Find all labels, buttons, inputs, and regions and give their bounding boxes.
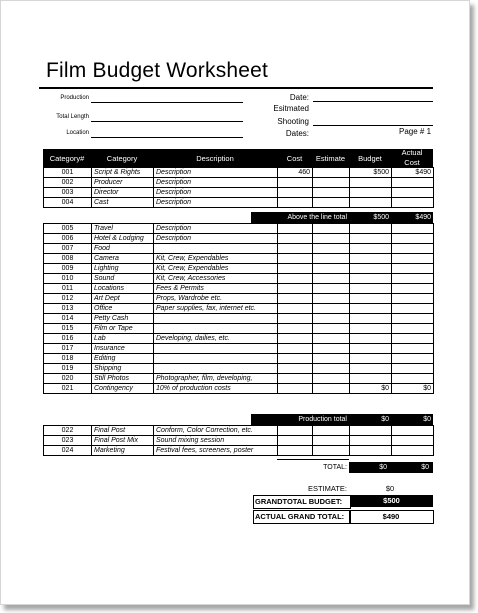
location-label: Location bbox=[66, 130, 89, 136]
category-number[interactable]: 013 bbox=[44, 304, 92, 314]
budget-cell[interactable] bbox=[350, 426, 392, 436]
budget-cell[interactable]: $500 bbox=[350, 168, 392, 178]
budget-cell[interactable] bbox=[350, 446, 392, 456]
estimate-cell[interactable] bbox=[313, 304, 350, 314]
actual-cell[interactable] bbox=[392, 344, 434, 354]
budget-cell[interactable] bbox=[350, 244, 392, 254]
description[interactable]: Kit, Crew, Accessories bbox=[154, 274, 278, 284]
description[interactable]: 10% of production costs bbox=[154, 384, 278, 394]
budget-cell[interactable] bbox=[350, 254, 392, 264]
category-number[interactable]: 009 bbox=[44, 264, 92, 274]
category-name[interactable]: Travel bbox=[92, 224, 154, 234]
table-row bbox=[44, 364, 434, 374]
estimate-cell[interactable] bbox=[313, 446, 350, 456]
category-number[interactable]: 015 bbox=[44, 324, 92, 334]
category-number[interactable]: 022 bbox=[44, 426, 92, 436]
category-name[interactable]: Art Dept bbox=[92, 294, 154, 304]
category-number[interactable]: 016 bbox=[44, 334, 92, 344]
cost-cell[interactable] bbox=[278, 234, 313, 244]
total-actual: $0 bbox=[421, 464, 429, 471]
category-number[interactable]: 024 bbox=[44, 446, 92, 456]
budget-cell[interactable] bbox=[350, 314, 392, 324]
cost-cell[interactable] bbox=[278, 314, 313, 324]
production-total-budget: $0 bbox=[381, 416, 389, 423]
budget-cell[interactable] bbox=[350, 294, 392, 304]
col-category: Category bbox=[106, 154, 138, 163]
estimate-cell[interactable] bbox=[313, 168, 350, 178]
category-name[interactable]: Director bbox=[92, 188, 154, 198]
category-number[interactable]: 021 bbox=[44, 384, 92, 394]
category-number[interactable]: 020 bbox=[44, 374, 92, 384]
category-name[interactable]: Locations bbox=[92, 284, 154, 294]
actual-cell[interactable] bbox=[392, 446, 434, 456]
total-rule bbox=[277, 459, 349, 460]
estimate-cell[interactable] bbox=[313, 334, 350, 344]
col-cost: Cost bbox=[286, 154, 303, 163]
estimate-value: $0 bbox=[385, 484, 395, 493]
category-name[interactable]: Cast bbox=[92, 198, 154, 208]
production-label: Production bbox=[60, 95, 89, 101]
category-number[interactable]: 005 bbox=[44, 224, 92, 234]
actual-cell[interactable] bbox=[392, 364, 434, 374]
actual-cell[interactable] bbox=[392, 304, 434, 314]
description[interactable]: Description bbox=[154, 234, 278, 244]
title-rule bbox=[39, 87, 433, 89]
budget-table-post bbox=[43, 425, 434, 456]
table-row bbox=[44, 188, 434, 198]
category-number[interactable]: 019 bbox=[44, 364, 92, 374]
budget-cell[interactable] bbox=[350, 234, 392, 244]
total-length-field[interactable] bbox=[91, 121, 243, 122]
table-row bbox=[44, 294, 434, 304]
category-name[interactable]: Final Post bbox=[92, 426, 154, 436]
table-row bbox=[44, 314, 434, 324]
category-number[interactable]: 012 bbox=[44, 294, 92, 304]
table-row bbox=[44, 234, 434, 244]
col-estimate: Estimate bbox=[315, 154, 346, 163]
cost-cell[interactable] bbox=[278, 198, 313, 208]
budget-cell[interactable] bbox=[350, 198, 392, 208]
budget-cell[interactable] bbox=[350, 436, 392, 446]
category-name[interactable]: Office bbox=[92, 304, 154, 314]
actual-cell[interactable]: $0 bbox=[392, 384, 434, 394]
estimate-cell[interactable] bbox=[313, 374, 350, 384]
estimate-cell[interactable] bbox=[313, 234, 350, 244]
shooting-dates-field[interactable] bbox=[313, 125, 433, 126]
cost-cell[interactable] bbox=[278, 374, 313, 384]
category-number[interactable]: 003 bbox=[44, 188, 92, 198]
table-row bbox=[44, 244, 434, 254]
total-budget: $0 bbox=[379, 464, 387, 471]
estimated-label: Esitmated bbox=[273, 104, 309, 113]
cost-cell[interactable] bbox=[278, 344, 313, 354]
table-row bbox=[44, 384, 434, 394]
table-row bbox=[44, 344, 434, 354]
total-label: TOTAL: bbox=[323, 464, 347, 471]
category-name[interactable]: Camera bbox=[92, 254, 154, 264]
actual-cell[interactable] bbox=[392, 234, 434, 244]
cost-cell[interactable] bbox=[278, 426, 313, 436]
description[interactable]: Description bbox=[154, 188, 278, 198]
budget-table-above-line bbox=[43, 167, 434, 208]
table-row bbox=[44, 254, 434, 264]
category-name[interactable]: Still Photos bbox=[92, 374, 154, 384]
category-number[interactable]: 011 bbox=[44, 284, 92, 294]
category-name[interactable]: Editing bbox=[92, 354, 154, 364]
actual-cell[interactable] bbox=[392, 314, 434, 324]
category-name[interactable]: Sound bbox=[92, 274, 154, 284]
above-line-total-label: Above the line total bbox=[287, 214, 347, 221]
cost-cell[interactable] bbox=[278, 224, 313, 234]
description[interactable]: Description bbox=[154, 198, 278, 208]
table-row bbox=[44, 334, 434, 344]
budget-cell[interactable]: $0 bbox=[350, 384, 392, 394]
cost-cell[interactable] bbox=[278, 334, 313, 344]
actual-grand-label: ACTUAL GRAND TOTAL: bbox=[255, 512, 345, 521]
page-title: Film Budget Worksheet bbox=[46, 59, 269, 82]
estimate-cell[interactable] bbox=[313, 344, 350, 354]
estimate-cell[interactable] bbox=[313, 364, 350, 374]
category-number[interactable]: 014 bbox=[44, 314, 92, 324]
estimate-cell[interactable] bbox=[313, 198, 350, 208]
estimate-cell[interactable] bbox=[313, 384, 350, 394]
description[interactable]: Conform, Color Correction, etc. bbox=[154, 426, 278, 436]
estimate-cell[interactable] bbox=[313, 426, 350, 436]
category-name[interactable]: Petty Cash bbox=[92, 314, 154, 324]
description[interactable]: Props, Wardrobe etc. bbox=[154, 294, 278, 304]
actual-cell[interactable] bbox=[392, 254, 434, 264]
actual-cell[interactable]: $490 bbox=[392, 168, 434, 178]
budget-cell[interactable] bbox=[350, 374, 392, 384]
budget-cell[interactable] bbox=[350, 264, 392, 274]
budget-cell[interactable] bbox=[350, 304, 392, 314]
estimate-cell[interactable] bbox=[313, 436, 350, 446]
actual-cell[interactable] bbox=[392, 436, 434, 446]
description[interactable]: Kit, Crew, Expendables bbox=[154, 264, 278, 274]
category-name[interactable]: Marketing bbox=[92, 446, 154, 456]
table-row bbox=[44, 224, 434, 234]
description[interactable]: Festival fees, screeners, poster bbox=[154, 446, 278, 456]
budget-cell[interactable] bbox=[350, 284, 392, 294]
table-row bbox=[44, 426, 434, 436]
table-row bbox=[44, 324, 434, 334]
table-row bbox=[44, 264, 434, 274]
category-name[interactable]: Lab bbox=[92, 334, 154, 344]
production-total-actual: $0 bbox=[423, 416, 431, 423]
production-field[interactable] bbox=[91, 102, 243, 103]
budget-table-production bbox=[43, 223, 434, 394]
estimate-cell[interactable] bbox=[313, 224, 350, 234]
budget-cell[interactable] bbox=[350, 354, 392, 364]
description[interactable]: Description bbox=[154, 224, 278, 234]
category-number[interactable]: 001 bbox=[44, 168, 92, 178]
cost-cell[interactable] bbox=[278, 354, 313, 364]
actual-cell[interactable] bbox=[392, 274, 434, 284]
production-total-label: Production total bbox=[298, 416, 347, 423]
table-row bbox=[44, 446, 434, 456]
description[interactable]: Paper supplies, fax, internet etc. bbox=[154, 304, 278, 314]
estimate-cell[interactable] bbox=[313, 178, 350, 188]
estimate-cell[interactable] bbox=[313, 254, 350, 264]
table-row bbox=[44, 436, 434, 446]
estimate-label: ESTIMATE: bbox=[307, 484, 347, 493]
estimate-cell[interactable] bbox=[313, 188, 350, 198]
estimate-cell[interactable] bbox=[313, 244, 350, 254]
cost-cell[interactable] bbox=[278, 264, 313, 274]
dates-label: Dates: bbox=[285, 129, 309, 138]
actual-grand-value: $490 bbox=[382, 512, 400, 521]
col-description: Description bbox=[196, 154, 234, 163]
description[interactable] bbox=[154, 244, 278, 254]
cost-cell[interactable]: 460 bbox=[278, 168, 313, 178]
category-name[interactable]: Script & Rights bbox=[92, 168, 154, 178]
col-category-number: Category# bbox=[49, 154, 85, 163]
table-row bbox=[44, 198, 434, 208]
category-number[interactable]: 010 bbox=[44, 274, 92, 284]
actual-cell[interactable] bbox=[392, 264, 434, 274]
category-number[interactable]: 006 bbox=[44, 234, 92, 244]
budget-cell[interactable] bbox=[350, 324, 392, 334]
description[interactable]: Developing, dailies, etc. bbox=[154, 334, 278, 344]
actual-cell[interactable] bbox=[392, 178, 434, 188]
table-row bbox=[44, 284, 434, 294]
date-field[interactable] bbox=[313, 101, 433, 102]
description[interactable] bbox=[154, 344, 278, 354]
actual-cell[interactable] bbox=[392, 374, 434, 384]
table-row bbox=[44, 168, 434, 178]
col-actual-cost: Actual Cost bbox=[401, 148, 423, 167]
actual-cell[interactable] bbox=[392, 426, 434, 436]
date-label: Date: bbox=[289, 93, 309, 102]
budget-cell[interactable] bbox=[350, 224, 392, 234]
description[interactable]: Photographer, film, developing, bbox=[154, 374, 278, 384]
estimate-cell[interactable] bbox=[313, 274, 350, 284]
table-row bbox=[44, 178, 434, 188]
cost-cell[interactable] bbox=[278, 254, 313, 264]
estimate-cell[interactable] bbox=[313, 324, 350, 334]
actual-cell[interactable] bbox=[392, 294, 434, 304]
cost-cell[interactable] bbox=[278, 178, 313, 188]
category-name[interactable]: Producer bbox=[92, 178, 154, 188]
description[interactable]: Fees & Permits bbox=[154, 284, 278, 294]
actual-cell[interactable] bbox=[392, 284, 434, 294]
estimate-cell[interactable] bbox=[313, 264, 350, 274]
category-number[interactable]: 023 bbox=[44, 436, 92, 446]
category-name[interactable]: Hotel & Lodging bbox=[92, 234, 154, 244]
estimate-cell[interactable] bbox=[313, 294, 350, 304]
cost-cell[interactable] bbox=[278, 274, 313, 284]
description[interactable]: Description bbox=[154, 168, 278, 178]
category-name[interactable]: Film or Tape bbox=[92, 324, 154, 334]
category-name[interactable]: Contingency bbox=[92, 384, 154, 394]
description[interactable] bbox=[154, 364, 278, 374]
table-row bbox=[44, 374, 434, 384]
location-field[interactable] bbox=[91, 137, 243, 138]
cost-cell[interactable] bbox=[278, 304, 313, 314]
cost-cell[interactable] bbox=[278, 446, 313, 456]
category-number[interactable]: 007 bbox=[44, 244, 92, 254]
above-line-total-budget: $500 bbox=[373, 214, 389, 221]
total-length-label: Total Length bbox=[56, 114, 89, 120]
actual-cell[interactable] bbox=[392, 198, 434, 208]
description[interactable]: Sound mixing session bbox=[154, 436, 278, 446]
shooting-label: Shooting bbox=[277, 117, 309, 126]
category-name[interactable]: Shipping bbox=[92, 364, 154, 374]
actual-cell[interactable] bbox=[392, 224, 434, 234]
cost-cell[interactable] bbox=[278, 384, 313, 394]
cost-cell[interactable] bbox=[278, 436, 313, 446]
description[interactable] bbox=[154, 314, 278, 324]
description[interactable] bbox=[154, 354, 278, 364]
category-name[interactable]: Lighting bbox=[92, 264, 154, 274]
description[interactable] bbox=[154, 324, 278, 334]
category-number[interactable]: 008 bbox=[44, 254, 92, 264]
cost-cell[interactable] bbox=[278, 364, 313, 374]
budget-cell[interactable] bbox=[350, 188, 392, 198]
table-row bbox=[44, 354, 434, 364]
budget-cell[interactable] bbox=[350, 364, 392, 374]
cost-cell[interactable] bbox=[278, 188, 313, 198]
table-row bbox=[44, 274, 434, 284]
cost-cell[interactable] bbox=[278, 244, 313, 254]
estimate-cell[interactable] bbox=[313, 314, 350, 324]
category-number[interactable]: 004 bbox=[44, 198, 92, 208]
budget-cell[interactable] bbox=[350, 178, 392, 188]
above-line-total-actual: $490 bbox=[415, 214, 431, 221]
budget-cell[interactable] bbox=[350, 344, 392, 354]
estimate-cell[interactable] bbox=[313, 284, 350, 294]
budget-cell[interactable] bbox=[350, 334, 392, 344]
grand-budget-value: $500 bbox=[350, 495, 433, 507]
category-number[interactable]: 017 bbox=[44, 344, 92, 354]
cost-cell[interactable] bbox=[278, 324, 313, 334]
actual-cell[interactable] bbox=[392, 188, 434, 198]
actual-cell[interactable] bbox=[392, 334, 434, 344]
budget-cell[interactable] bbox=[350, 274, 392, 284]
above-line-total-row bbox=[251, 212, 433, 223]
cost-cell[interactable] bbox=[278, 284, 313, 294]
grand-budget-label: GRANDTOTAL BUDGET: bbox=[255, 497, 343, 506]
actual-cell[interactable] bbox=[392, 244, 434, 254]
category-name[interactable]: Insurance bbox=[92, 344, 154, 354]
page-number: Page # 1 bbox=[399, 127, 432, 136]
category-number[interactable]: 018 bbox=[44, 354, 92, 364]
category-name[interactable]: Final Post Mix bbox=[92, 436, 154, 446]
actual-cell[interactable] bbox=[392, 324, 434, 334]
table-row bbox=[44, 304, 434, 314]
production-total-row bbox=[251, 414, 433, 425]
estimate-cell[interactable] bbox=[313, 354, 350, 364]
actual-cell[interactable] bbox=[392, 354, 434, 364]
category-name[interactable]: Food bbox=[92, 244, 154, 254]
description[interactable]: Kit, Crew, Expendables bbox=[154, 254, 278, 264]
cost-cell[interactable] bbox=[278, 294, 313, 304]
col-budget: Budget bbox=[358, 154, 382, 163]
category-number[interactable]: 002 bbox=[44, 178, 92, 188]
description[interactable]: Description bbox=[154, 178, 278, 188]
total-values bbox=[349, 462, 433, 473]
